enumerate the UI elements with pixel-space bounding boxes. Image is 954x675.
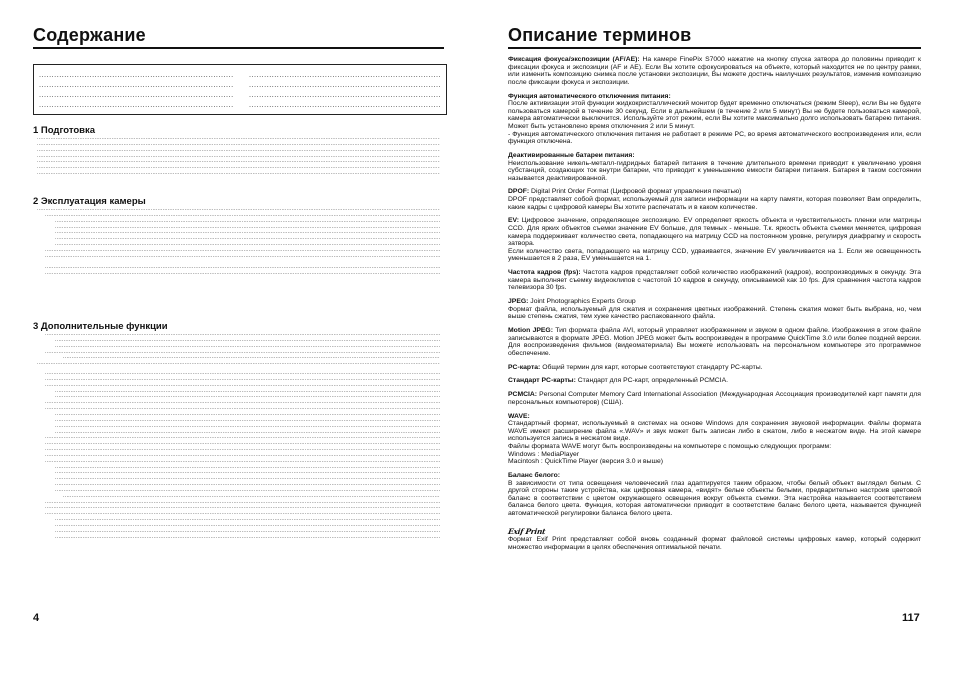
- toc-leader: [37, 361, 440, 367]
- toc-entry[interactable]: [39, 90, 235, 100]
- toc-entry[interactable]: [33, 535, 441, 541]
- toc-entry-page: [234, 80, 235, 90]
- glossary-definition: Тип формата файла AVI, который управляет изображением и звуком в одном файле. Изображения в этом файле записываются в формате JPEG. Motion JPEG может быть воспроизведен в программе QuickTime 3.0 или более поздней версии. Для воспроизведения фильмов (видеоматериала) Вы можете использовать на персональном компьютере это программное обеспечение.: [508, 327, 921, 357]
- toc-entry-page: [440, 90, 441, 100]
- title-rule: [33, 47, 444, 49]
- section-advanced: [33, 321, 441, 541]
- toc-entry-page: [440, 100, 441, 110]
- exif-print-logo: Exif Print: [507, 526, 546, 536]
- glossary-term: PCMCIA:: [508, 391, 538, 399]
- glossary-term: Частота кадров (fps):: [508, 269, 581, 277]
- glossary-term: Баланс белого:: [508, 471, 561, 479]
- toc-entry[interactable]: [33, 171, 441, 177]
- glossary-definition: Personal Computer Memory Card International Association (Международная Ассоциация производителей карт памяти для персональных компьютеров) (США).: [508, 391, 921, 406]
- toc-leader: [39, 90, 234, 100]
- toc-leader: [39, 100, 234, 110]
- glossary-term: WAVE:: [508, 412, 530, 420]
- page-title: Содержание: [33, 25, 146, 45]
- toc-entry-page: [234, 100, 235, 110]
- toc-entry[interactable]: [39, 100, 235, 110]
- glossary-entry: [508, 364, 921, 372]
- glossary-entry: [508, 269, 921, 292]
- glossary-definition: Стандартный формат, используемый в системах на основе Windows для сохранения звуковой информации. Файлы формата WAVE имеют расширение файла «.WAV» и звук может быть записан либо в сжатом, либо в несжатом виде. На этой камере используется запись в несжатом виде. Файлы формата WAVE могут быть воспроизведены на компьютере с помощью следующих программ: Windows : MediaPlayer Macintosh : QuickTime Player (версия 3.0 и выше): [508, 420, 921, 466]
- section-heading: 3 Дополнительные функции: [33, 321, 168, 332]
- glossary-term: EV:: [508, 217, 519, 225]
- toc-box-column-1: [39, 70, 235, 110]
- toc-entry-page: [234, 70, 235, 80]
- toc-entry-page: [440, 361, 441, 367]
- toc-entry-page: [440, 80, 441, 90]
- glossary: [508, 56, 921, 558]
- glossary-entry: [508, 327, 921, 357]
- glossary-definition: Цифровое значение, определяющее экспозицию. EV определяет яркость объекта и чувствительность пленки или матрицы CCD. Для ярких объектов съемки значение EV больше, для темных - меньше. Т.к. яркость объекта съемки меняется, цифровая камера поддерживает количество света, попадающего на матрицу CCD на постоянном уровне, регулируя диафрагму и скорость затвора. Если количество света, попадающего на матрицу CCD, удваивается, значение EV увеличивается на 1. Если же освещенность уменьшается в 2 раза, EV уменьшается на 1.: [508, 217, 921, 263]
- exif-print-text: Формат Exif Print представляет собой вновь созданный формат файловой системы цифровых камер, который содержит множество информации в целях обеспечения оптимальной печати.: [508, 536, 921, 551]
- page-number: 117: [902, 612, 920, 624]
- title-rule: [508, 47, 921, 49]
- toc-entry[interactable]: [249, 100, 441, 110]
- glossary-definition: Общий термин для карт, которые соответствуют стандарту PC-карты.: [540, 363, 763, 371]
- glossary-definition: После активизации этой функции жидкокристаллический монитор будет временно отключаться (режим Sleep), если Вы не будете пользоваться камерой в течение 30 секунд. Если в дальнейшем (в течение 2 или 5 минут) Вы не будете пользоваться камерой, камера автоматически выключится. Используйте этот режим, если Вы хотите максимально долго использовать батарею питания. Может быть установлено время отключения 2 или 5 минут. - Функция автоматического отключения питания не работает в режиме PC, во время автоматического воспроизведения или, если функция отключена.: [508, 100, 921, 146]
- toc-entry-page: [440, 171, 441, 177]
- toc-box: [33, 64, 447, 115]
- page-number: 4: [33, 612, 40, 624]
- toc-entry[interactable]: [249, 70, 441, 80]
- toc-entry[interactable]: [249, 90, 441, 100]
- glossary-term: Стандарт PC-карты:: [508, 377, 576, 385]
- toc-leader: [249, 80, 440, 90]
- toc-leader: [249, 70, 440, 80]
- toc-leader: [39, 70, 234, 80]
- toc-leader: [45, 254, 440, 260]
- glossary-entry: [508, 472, 921, 518]
- toc-entry[interactable]: [33, 254, 441, 260]
- toc-entry[interactable]: [39, 70, 235, 80]
- glossary-entry: [508, 188, 921, 211]
- glossary-definition: На камере FinePix S7000 нажатие на кнопку спуска затвора до половины приводит к фиксации фокуса и экспозиции (AF и AE). Если Вы хотите сфокусироваться на объекте, который находится не по центру рамки, или изменить композицию снимка после установки экспозиции, Вы можете достичь наилучших результатов, изменив композицию после фиксации фокуса и экспозиции.: [508, 56, 921, 86]
- glossary-term: PC-карта:: [508, 363, 541, 371]
- glossary-term: Фиксация фокуса/экспозиции (AF/AE):: [508, 56, 640, 63]
- toc-entry[interactable]: [33, 361, 441, 367]
- page-title: Описание терминов: [508, 25, 692, 45]
- glossary-term: JPEG:: [508, 298, 529, 306]
- exif-print-entry: [508, 528, 921, 552]
- section-entries: [33, 207, 441, 277]
- glossary-entry: [508, 298, 921, 321]
- glossary-term: DPOF:: [508, 188, 530, 196]
- toc-entry-page: [440, 271, 441, 277]
- glossary-entry: [508, 56, 921, 86]
- toc-leader: [249, 100, 440, 110]
- section-heading: 2 Эксплуатация камеры: [33, 196, 146, 207]
- toc-entry[interactable]: [39, 80, 235, 90]
- section-operation: [33, 196, 441, 277]
- glossary-entry: [508, 413, 921, 466]
- glossary-definition: Joint Photographics Experts Group Формат файла, используемый для сжатия и сохранения цветных изображений. Степень сжатия может быть выбрана, но, чем выше степень сжатия, тем хуже качество распакованного файла.: [508, 298, 921, 321]
- toc-entry-page: [440, 70, 441, 80]
- toc-box-column-2: [249, 70, 441, 110]
- glossary-definition: Digital Print Order Format (Цифровой формат управления печатью) DPOF представляет собой формат, используемый для записи информации на карту памяти, которая позволяет Вам определить, какие кадры с цифровой камеры Вы хотите распечатать и в каком количестве.: [508, 188, 921, 211]
- glossary-definition: Стандарт для PC-карт, определенный PCMCIA.: [575, 377, 729, 385]
- toc-leader: [249, 90, 440, 100]
- glossary-entry: [508, 217, 921, 263]
- toc-leader: [39, 80, 234, 90]
- toc-leader: [45, 271, 440, 277]
- section-heading: 1 Подготовка: [33, 125, 96, 136]
- glossary-entry: [508, 93, 921, 146]
- toc-entry[interactable]: [33, 271, 441, 277]
- section-entries: [33, 332, 441, 541]
- toc-entry-page: [234, 90, 235, 100]
- section-preparation: [33, 125, 441, 177]
- toc-leader: [37, 171, 440, 177]
- glossary-definition: Частота кадров представляет собой количество изображений (кадров), воспроизводимых в секунду. Эта камера выполняет съемку видеоклипов с частотой 10 кадров в секунду, описываемой как 10 fps. Для сравнения частота кадров телевизора 30 fps.: [508, 269, 921, 292]
- toc-entry-page: [440, 535, 441, 541]
- glossary-definition: В зависимости от типа освещения человеческий глаз адаптируется таким образом, чтобы белый объект выглядел белым. С другой стороны такие устройства, как цифровая камера, «видят» белые объекты белыми, предварительно настроив цветовой баланс в соответствии с цветом окружающего освещения вокруг объекта съемки. Эта настройка называется соответствием баланса белого цвета. Функция, которая автоматически приводит в соответствие баланс белого цвета, называется функцией автоматической регулировки баланса белого цвета.: [508, 479, 921, 517]
- toc-entry[interactable]: [249, 80, 441, 90]
- glossary-term: Деактивированные батареи питания:: [508, 151, 635, 159]
- toc-leader: [55, 535, 440, 541]
- glossary-entry: [508, 377, 921, 385]
- section-entries: [33, 136, 441, 177]
- glossary-terms: [508, 56, 921, 518]
- glossary-term: Motion JPEG:: [508, 327, 553, 335]
- glossary-term: Функция автоматического отключения питания:: [508, 92, 671, 100]
- glossary-definition: Неиспользование никель-металл-гидридных батарей питания в течение длительного времени приводит к увеличению уровня субстанций, создающих ток внутри батареи, что приводит к уменьшению емкости батареи питания. Батарея в таком состоянии называется деактивированной.: [508, 159, 921, 182]
- glossary-entry: [508, 152, 921, 182]
- glossary-entry: [508, 391, 921, 406]
